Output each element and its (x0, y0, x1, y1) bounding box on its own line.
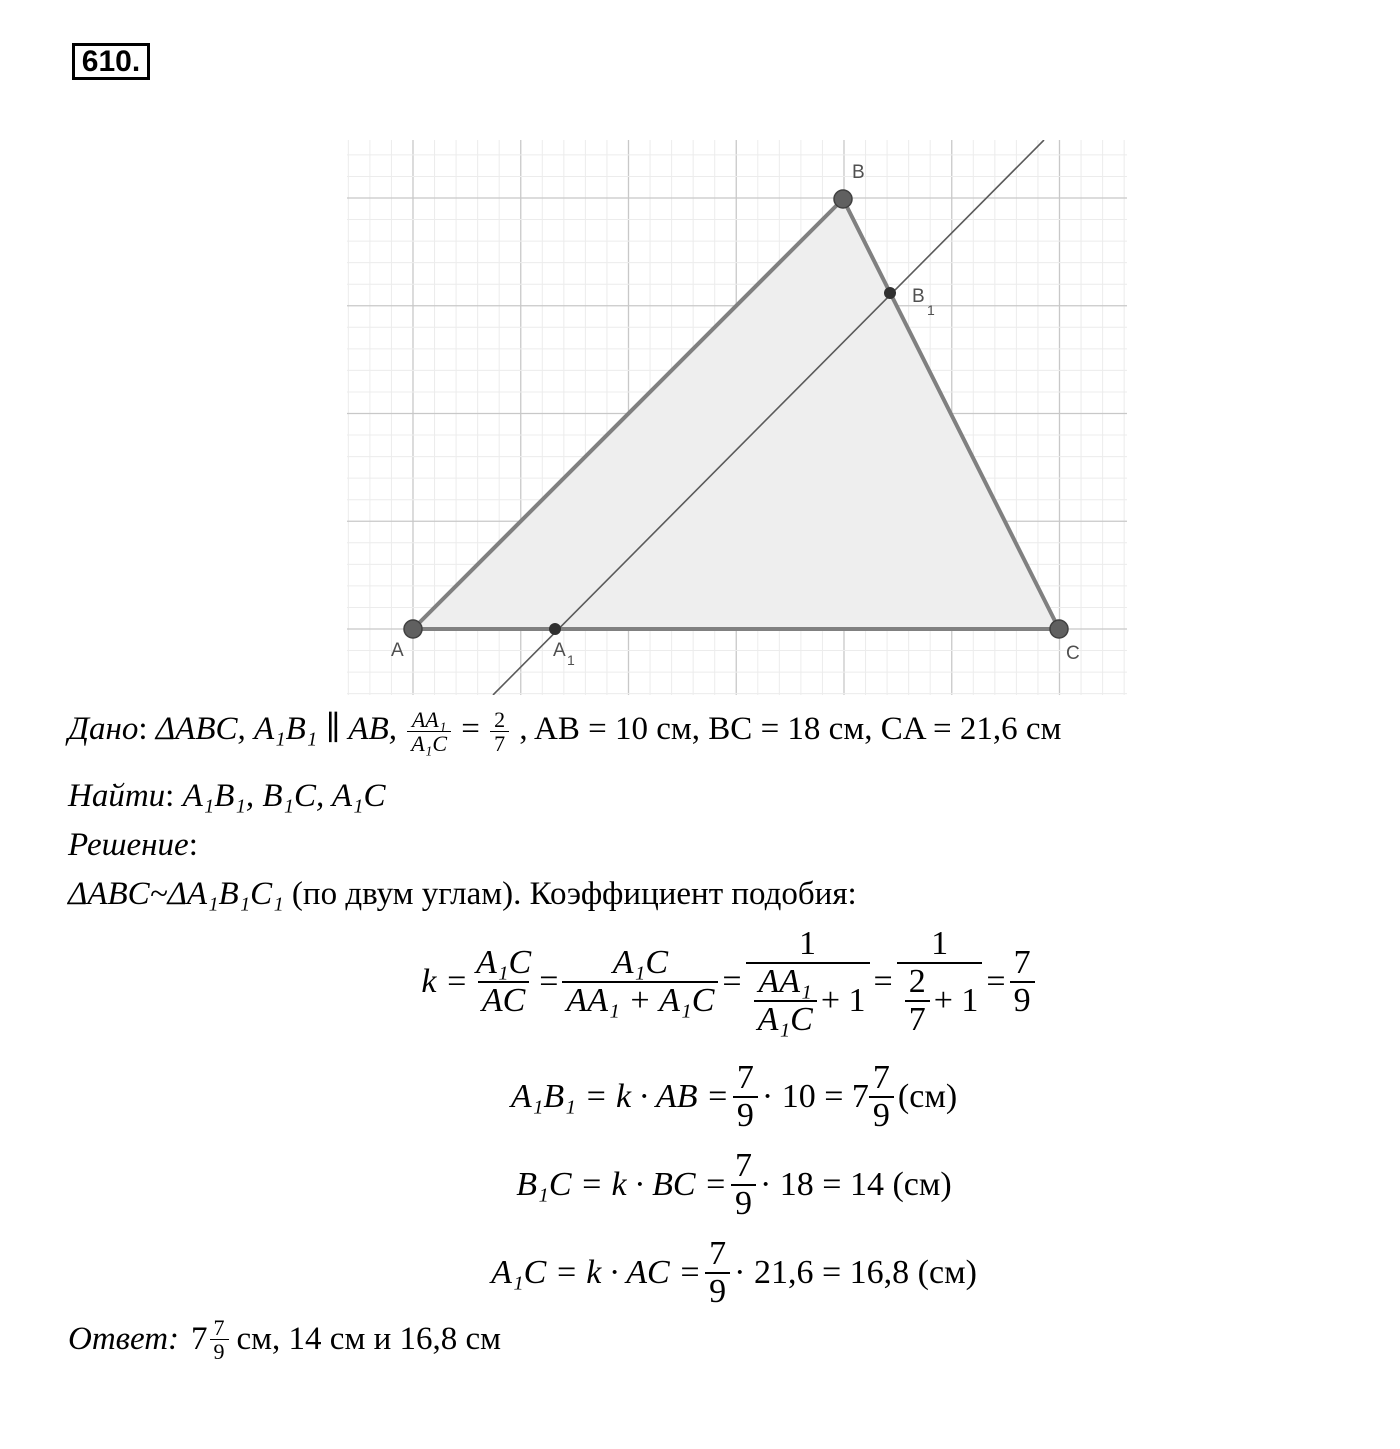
find-label: Найти (68, 778, 166, 814)
k-label: k = (421, 963, 468, 1000)
triangle-figure (347, 140, 1127, 695)
label-a: A (391, 640, 404, 661)
k-frac-1: $\frac{\text{A₁C}}{AC}$ (475, 944, 532, 1019)
solution-line: Решение: (68, 827, 198, 863)
find-line: Найти: A₁B₁, B₁C, A₁C (68, 778, 386, 814)
point-a (404, 620, 422, 638)
k-formula: k = $\frac{\text{A₁C}}{AC}$ = $\frac{\text{A₁C}}{\text{AA₁ + A₁C}}$ = 1 $\frac{\text{AA₁}}{\text{A₁C}}$ + 1 = 1 $\frac{2}{7}$ + 1 = $\frac{7}{9}$ (0, 922, 1400, 1042)
given-triangle: ΔABC, (155, 711, 246, 748)
answer-line (68, 1316, 1368, 1363)
k-frac-4: 1 $\frac{2}{7}$ + 1 (897, 926, 983, 1037)
similarity-text: (по двум углам). Коэффициент подобия: (291, 876, 857, 912)
given-ca: CA = 21,6 см (880, 711, 1062, 748)
given-bc: BC = 18 см, (708, 711, 873, 748)
b1c-formula: B₁C = k · BC = $\frac{7}{9}$ · 18 = 14 (см) (516, 1147, 952, 1222)
similarity-expr: ΔABC~ΔA₁B₁C₁ (68, 876, 284, 912)
label-b1: B (912, 286, 925, 307)
similarity-line (68, 876, 1368, 913)
label-a1-sub: 1 (567, 652, 575, 668)
answer-whole: 7 (191, 1321, 208, 1358)
point-b1 (884, 287, 896, 299)
given-line: Дано: ΔABC, A₁B₁ ∥ AB, $\frac{\text{AA₁}}{\text{A₁C}}$ = $\frac{2}{7}$ , AB = 10 см, BC = 18 см, CA = 21,6 см (68, 707, 1062, 757)
point-a1 (549, 623, 561, 635)
given-eq: = (461, 711, 480, 748)
find-value: A₁B₁, B₁C, A₁C (182, 778, 386, 814)
given-ratio: $\frac{\text{AA₁}}{\text{A₁C}}$ (407, 708, 451, 755)
given-ab: , AB = 10 см, (519, 711, 701, 748)
point-b (834, 190, 852, 208)
k-frac-5: $\frac{7}{9}$ (1010, 945, 1035, 1018)
a1b1-formula: A₁B₁ = k · AB = $\frac{7}{9}$ · 10 = 7 $\frac{7}{9}$ (см) (510, 1059, 958, 1134)
answer-label: Ответ: (68, 1321, 180, 1358)
given-ratio-value: $\frac{2}{7}$ (490, 708, 509, 755)
k-frac-3: 1 $\frac{\text{AA₁}}{\text{A₁C}}$ + 1 (746, 926, 870, 1037)
k-frac-2: $\frac{\text{A₁C}}{\text{AA₁ + A₁C}}$ (562, 945, 718, 1018)
label-b: B (852, 162, 865, 183)
answer-rest: см, 14 см и 16,8 см (236, 1321, 502, 1358)
label-b1-sub: 1 (927, 302, 935, 318)
label-c: C (1066, 643, 1080, 664)
given-parallel: A₁B₁ ∥ AB, (254, 711, 397, 748)
point-c (1050, 620, 1068, 638)
a1c-formula: A₁C = k · AC = $\frac{7}{9}$ · 21,6 = 16,8 (см) (491, 1235, 977, 1310)
label-a1: A (553, 640, 566, 661)
solution-label: Решение (68, 827, 189, 863)
answer-frac: $\frac{7}{9}$ (210, 1316, 229, 1363)
problem-number: 610. (72, 43, 150, 80)
given-label: Дано (68, 711, 139, 748)
